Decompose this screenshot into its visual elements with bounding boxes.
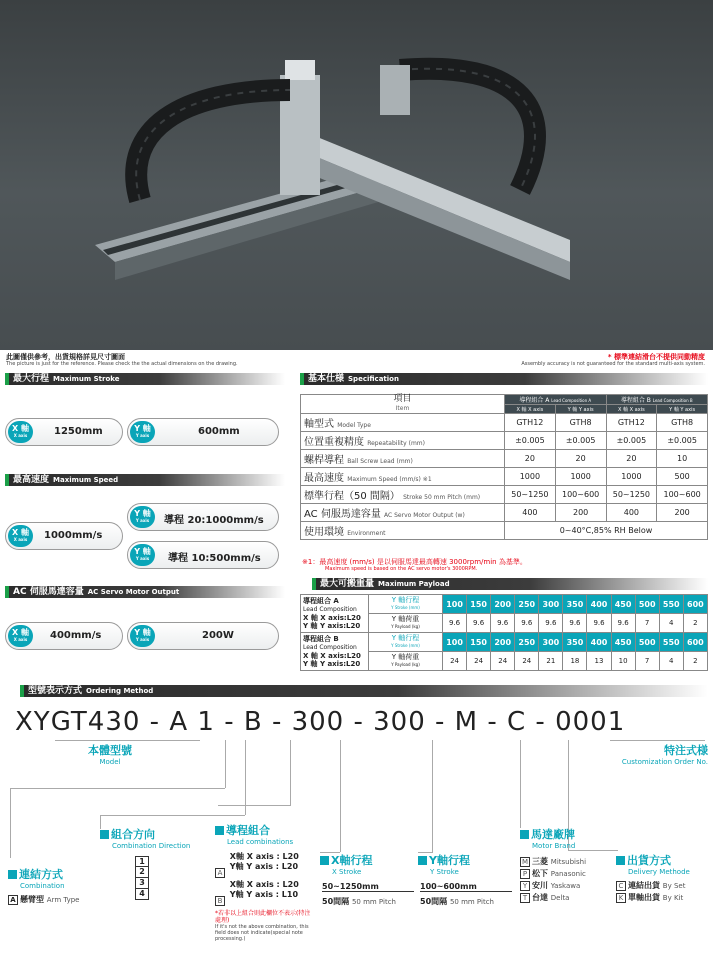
x-axis-badge: X 軸 X axis — [8, 525, 33, 547]
xs-pitch: 50間隔 50 mm Pitch — [322, 897, 396, 906]
speed-x-value: 1000mm/s — [44, 530, 103, 541]
max-speed-title-zh: 最高速度 — [13, 475, 50, 485]
payload-stroke-label: Y 軸行程 Y Stroke (mm) — [369, 595, 443, 614]
ship-option: C 連結出貨 By Set — [616, 880, 685, 892]
spec-note-1: ※1：最高速度 (mm/s) 是以伺服馬達最高轉速 3000rpm/min 為基準。 — [302, 558, 527, 566]
connector-line — [290, 740, 291, 805]
caption-note-en: The picture is just for the reference. Please check the the actual dimensions on the drawing. — [6, 361, 238, 367]
max-stroke-header — [5, 373, 285, 385]
custom-underline — [610, 740, 705, 741]
dir-options: 1 2 3 4 — [135, 856, 149, 900]
payload-weight-label: Y 軸荷重 Y Payload (kg) — [369, 652, 443, 671]
ordering-title-en: Ordering Method — [86, 687, 154, 695]
connector-line — [10, 788, 11, 858]
ordering-code: XYGT430 - A 1 - B - 300 - 300 - M - C - 0001 — [15, 707, 626, 737]
ys-pitch: 50間隔 50 mm Pitch — [420, 897, 494, 906]
payload-table: 導程組合 A Lead Composition X 軸 X axis:L20 Y 軸 Y axis:L20 Y 軸行程 Y Stroke (mm) 100 150 200 250 300 350 400 450 500 550 600 Y 軸荷重 Y Payload (kg) 9.6 9.6 9.6 9.6 9.6 9.6 9.6 9.6 7 4 2 導程組合 B Lead Composition X 軸 X axis:L20 Y 軸 Y axis:L20 Y 軸行程 Y Stroke (mm) 100 150 200 250 300 350 400 450 500 550 600 Y 軸荷重 Y Payload (kg) 24 24 24 24 21 18 13 10 7 4 2 — [300, 594, 708, 671]
servo-x-value: 400mm/s — [50, 630, 102, 641]
connector-line — [245, 740, 246, 815]
spec-table — [300, 394, 708, 540]
motor-label: 馬達廠牌 Motor Brand — [520, 826, 575, 850]
stroke-y-value: 600mm — [198, 426, 240, 437]
model-label: 本體型號 Model — [88, 744, 132, 766]
spec-row: AC 伺服馬達容量 AC Servo Motor Output (w) 400 200 400 200 — [301, 504, 708, 522]
spec-row: 軸型式 Model Type GTH12 GTH8 GTH12 GTH8 — [301, 414, 708, 432]
speed-y2-value: 導程 10:500mm/s — [168, 553, 261, 564]
ship-label: 出貨方式 Delivery Methode — [616, 852, 690, 876]
caption-warning-en: Assembly accuracy is not guaranteed for the standard multi-axis system. — [521, 361, 705, 367]
payload-group-b: 導程組合 B Lead Composition X 軸 X axis:L20 Y 軸 Y axis:L20 — [301, 633, 369, 671]
spec-axis-col: X 軸 X axis — [505, 405, 556, 414]
model-underline — [55, 740, 200, 741]
y-axis-badge: Y 軸 Y axis — [130, 625, 155, 647]
payload-group-a: 導程組合 A Lead Composition X 軸 X axis:L20 Y 軸 Y axis:L20 — [301, 595, 369, 633]
speed-y1-pill — [127, 503, 279, 531]
y-axis-badge: Y 軸 Y axis — [130, 544, 155, 566]
connector-line — [10, 788, 225, 789]
spec-row: 標準行程（50 間隔） Stroke 50 mm Pitch (mm) 50~1250 100~600 50~1250 100~600 — [301, 486, 708, 504]
connector-line — [432, 740, 433, 852]
spec-group-a: 導程組合 A Lead Composition A — [505, 395, 607, 405]
connector-line — [218, 805, 291, 806]
dir-label: 組合方向 Combination Direction — [100, 826, 190, 850]
caption-note-zh: 此圖僅供參考，出貨規格詳見尺寸圖面 — [6, 353, 125, 361]
stroke-y-pill — [127, 418, 279, 446]
ordering-title-zh: 型號表示方式 — [28, 686, 83, 696]
speed-y1-value: 導程 20:1000mm/s — [164, 515, 264, 526]
spec-title-en: Specification — [348, 375, 399, 383]
motor-option: M 三菱 Mitsubishi — [521, 857, 587, 866]
product-photo — [0, 0, 713, 350]
y-axis-badge: Y 軸 Y axis — [130, 506, 155, 528]
spec-row: 螺桿導程 Ball Screw Lead (mm) 20 20 20 10 — [301, 450, 708, 468]
motor-option: T 台達 Delta — [520, 892, 586, 904]
lead-note-en: If it's not the above combination, this field does not indicate(special note processing.) — [215, 924, 309, 942]
spec-axis-col: Y 軸 Y axis — [555, 405, 606, 414]
spec-axis-col: X 軸 X axis — [606, 405, 657, 414]
max-speed-title-en: Maximum Speed — [53, 476, 119, 484]
ship-options — [616, 880, 685, 904]
spec-row-environment: 使用環境 Environment 0~40°C,85% RH Below — [301, 522, 708, 540]
conn-option: A 懸臂型 Arm Type — [8, 894, 79, 905]
connector-line — [340, 740, 341, 852]
payload-title-zh: 最大可搬重量 — [320, 579, 375, 589]
spec-row: 位置重複精度 Repeatability (mm) ±0.005 ±0.005 ±0.005 ±0.005 — [301, 432, 708, 450]
ys-range: 100~600mm — [420, 882, 512, 892]
speed-y2-pill — [127, 541, 279, 569]
xs-label: X軸行程 X Stroke — [320, 852, 372, 876]
custom-label: 特注式様 Customization Order No. — [621, 744, 708, 766]
servo-y-value: 200W — [202, 630, 234, 641]
motor-options — [520, 856, 586, 904]
payload-title-en: Maximum Payload — [378, 580, 450, 588]
lead-label: 導程組合 Lead combinations — [215, 822, 293, 846]
lead-note-zh: *若非以上組合則此欄位不表示(特注處理) — [215, 910, 311, 924]
servo-title-en: AC Servo Motor Output — [87, 588, 180, 596]
conn-label: 連結方式 Combination — [8, 866, 65, 890]
servo-title-zh: AC 伺服馬達容量 — [13, 587, 84, 597]
lead-option-a: A X軸 X axis : L20 Y軸 Y axis : L20 — [215, 852, 299, 878]
servo-x-pill — [5, 622, 123, 650]
x-axis-badge: X 軸 X axis — [8, 421, 33, 443]
ordering-header — [20, 685, 708, 697]
connector-line — [225, 740, 226, 788]
ship-option: K 單軸出貨 By Kit — [616, 892, 685, 904]
spec-axis-col: Y 軸 Y axis — [657, 405, 708, 414]
y-axis-badge: Y 軸 Y axis — [130, 421, 155, 443]
servo-header — [5, 586, 285, 598]
ys-label: Y軸行程 Y Stroke — [418, 852, 470, 876]
stroke-x-pill — [5, 418, 123, 446]
caption-warning-zh: * 標準連結滑台不提供同動精度 — [607, 353, 705, 361]
motor-option: P 松下 Panasonic — [520, 868, 586, 880]
max-speed-header — [5, 474, 285, 486]
spec-header — [300, 373, 708, 385]
spec-note-2: Maximum speed is based on the AC servo motor's 3000RPM. — [325, 566, 478, 572]
spec-group-b: 導程組合 B Lead Composition B — [606, 395, 708, 405]
servo-y-pill — [127, 622, 279, 650]
payload-weight-label: Y 軸荷重 Y Payload (kg) — [369, 614, 443, 633]
connector-line — [568, 850, 618, 851]
spec-row: 最高速度 Maximum Speed (mm/s) ※1 1000 1000 1000 500 — [301, 468, 708, 486]
motor-option: Y 安川 Yaskawa — [520, 880, 586, 892]
stroke-x-value: 1250mm — [54, 426, 103, 437]
speed-x-pill — [5, 522, 123, 550]
max-stroke-title-en: Maximum Stroke — [53, 375, 120, 383]
lead-option-b: B X軸 X axis : L20 Y軸 Y axis : L10 — [215, 880, 299, 906]
payload-header — [312, 578, 708, 590]
payload-stroke-label: Y 軸行程 Y Stroke (mm) — [369, 633, 443, 652]
xy-stage-illustration — [0, 0, 713, 350]
xs-range: 50~1250mm — [322, 882, 414, 892]
x-axis-badge: X 軸 X axis — [8, 625, 33, 647]
spec-item-header: 項目 Item — [301, 395, 505, 414]
max-stroke-title-zh: 最大行程 — [13, 374, 50, 384]
connector-line — [520, 740, 521, 828]
connector-line — [100, 815, 245, 816]
spec-title-zh: 基本仕様 — [308, 374, 345, 384]
